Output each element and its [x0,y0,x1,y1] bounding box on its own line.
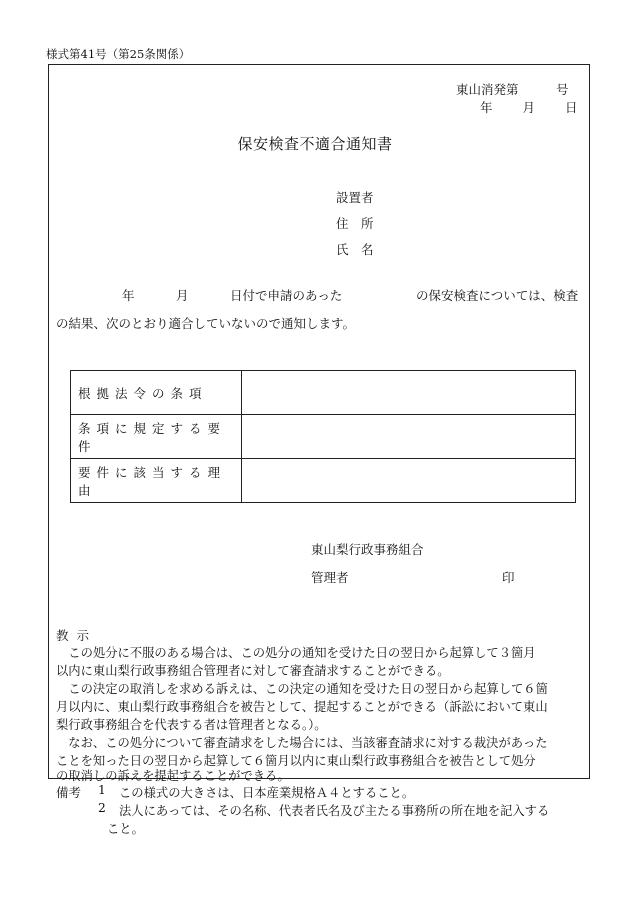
table-row-label: 根拠法令の条項 [71,371,242,415]
remark-text: 法人にあっては、その名称、代表者氏名及び主たる事務所の所在地を記入する [119,804,550,818]
table-row [71,415,576,459]
remark-text: この様式の大きさは、日本産業規格Ａ４とすること。 [119,786,415,800]
notice-line: この決定の取消しを求める訴えは、この決定の通知を受けた日の翌日から起算して６箇 [56,682,548,696]
remark-number: 1 [98,783,106,797]
notice-line: 以内に東山梨行政事務組合管理者に対して審査請求することができる。 [56,664,450,678]
address-label: 住 所 [336,216,374,231]
form-label: 様式第41号（第25条関係） [46,47,191,61]
setter-label: 設置者 [336,190,374,205]
requirements-table [70,370,576,503]
notice-line: の取消しの訴えを提起することができる。 [56,769,290,783]
seal-mark: 印 [502,570,515,585]
table-row-label: 要件に該当する理由 [71,459,242,503]
date-year: 年 [480,100,493,115]
notice-line: 梨行政事務組合を代表する者は管理者となる。）。 [56,718,327,732]
body-month: 月 [176,288,189,303]
notice-line: この処分に不服のある場合は、この処分の通知を受けた日の翌日から起算して３箇月 [56,646,536,660]
issuer-union: 東山梨行政事務組合 [311,542,424,557]
notice-line: なお、この処分について審査請求をした場合には、当該審査請求に対する裁決があった [56,736,548,750]
table-row [71,459,576,503]
body-year: 年 [122,288,135,303]
remark-text-continued: こと。 [107,822,144,836]
date-month: 月 [522,100,536,115]
table-row-value [241,415,575,459]
table-row-value [241,459,575,503]
table-row-value [241,371,575,415]
notice-line: ことを知った日の翌日から起算して６箇月以内に東山梨行政事務組合を被告として処分 [56,754,536,768]
notice-line: 月以内に、東山梨行政事務組合を被告として、提起することができる（訴訟において東山 [56,700,548,714]
document-date [478,98,578,116]
notice-heading: 教示 [56,628,98,643]
remark-number: 2 [98,801,106,815]
document-number: 東山消発第 号 [456,82,569,97]
issuer-manager-label: 管理者 [311,570,349,585]
table-row [71,371,576,415]
name-label: 氏 名 [336,242,374,257]
document-title: 保安検査不適合通知書 [237,135,393,153]
body-line-2: の結果、次のとおり適合していないので通知します。 [56,316,356,331]
date-day: 日 [565,100,578,115]
remarks-label: 備考 [56,785,82,800]
body-day-text: 日付で申請のあった [230,288,343,303]
body-rest: の保安検査については、検査 [416,288,579,303]
table-row-label: 条項に規定する要件 [71,415,242,459]
